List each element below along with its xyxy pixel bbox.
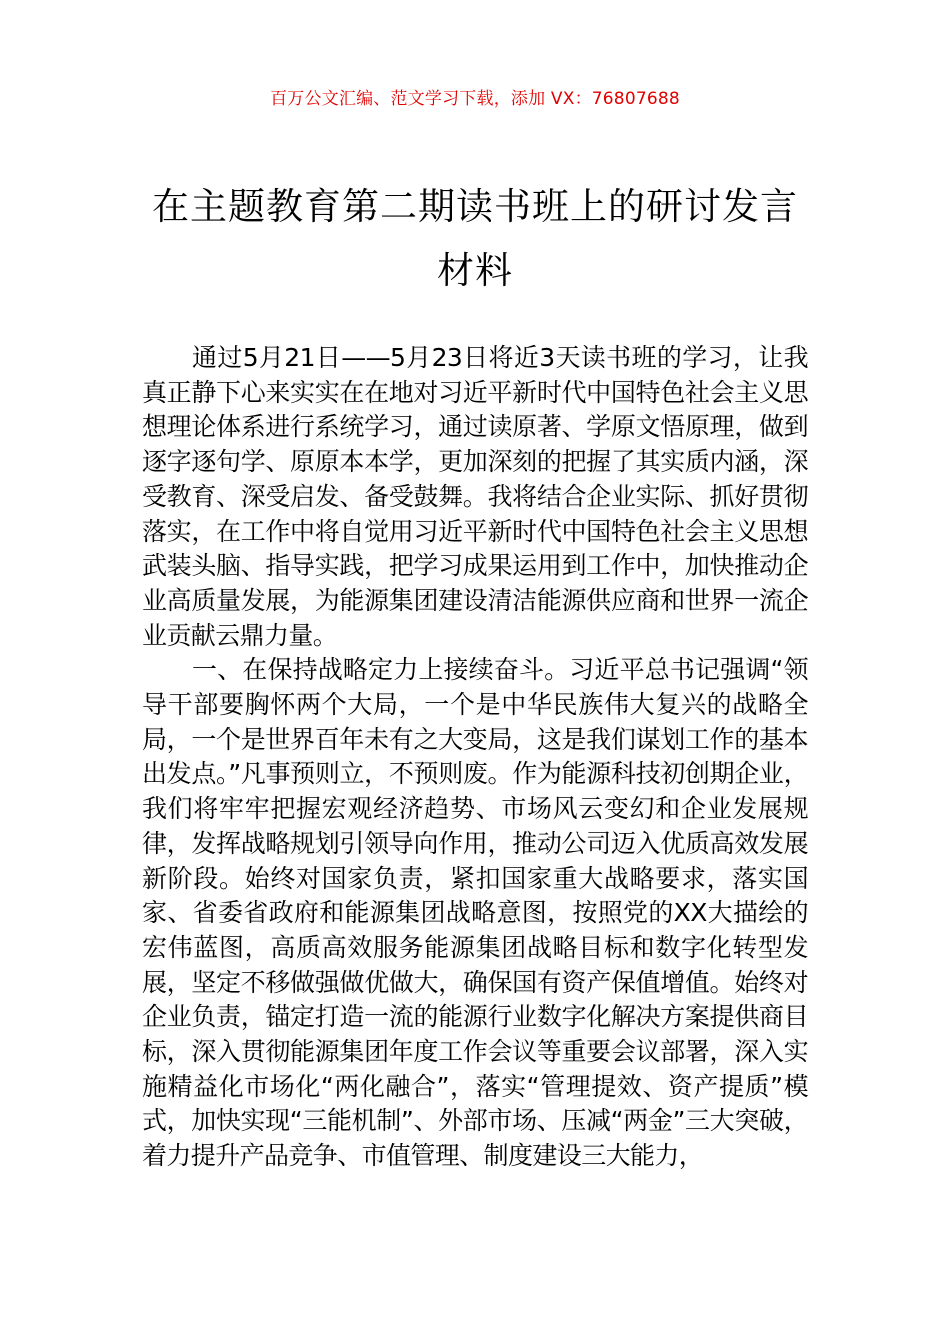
body-paragraph: 通过5月21日——5月23日将近3天读书班的学习，让我真正静下心来实实在在地对习近平新时代中国特色社会主义思想理论体系进行系统学习，通过读原著、学原文悟原理，做到逐字逐句学、原原本本学，更加深刻的把握了其实质内涵，深受教育、深受启发、备受鼓舞。我将结合企业实际、抓好贯彻落实，在工作中将自觉用习近平新时代中国特色社会主义思想武装头脑、指导实践，把学习成果运用到工作中，加快推动企业高质量发展，为能源集团建设清洁能源供应商和世界一流企业贡献云鼎力量。 bbox=[142, 343, 808, 650]
document-body bbox=[142, 341, 808, 1174]
header-watermark: 百万公文汇编、范文学习下载，添加 VX：76807688 bbox=[270, 89, 680, 109]
body-paragraph: 一、在保持战略定力上接续奋斗。习近平总书记强调“领导干部要胸怀两个大局，一个是中华民族伟大复兴的战略全局，一个是世界百年未有之大变局，这是我们谋划工作的基本出发点。”凡事预则立，不预则废。作为能源科技初创期企业，我们将牢牢把握宏观经济趋势、市场风云变幻和企业发展规律，发挥战略规划引领导向作用，推动公司迈入优质高效发展新阶段。始终对国家负责，紧扣国家重大战略要求，落实国家、省委省政府和能源集团战略意图，按照党的XX大描绘的宏伟蓝图，高质高效服务能源集团战略目标和数字化转型发展，坚定不移做强做优做大，确保国有资产保值增值。始终对企业负责，锚定打造一流的能源行业数字化解决方案提供商目标，深入贯彻能源集团年度工作会议等重要会议部署，深入实施精益化市场化“两化融合”，落实“管理提效、资产提质”模式，加快实现“三能机制”、外部市场、压减“两金”三大突破，着力提升产品竞争、市值管理、制度建设三大能力， bbox=[142, 655, 808, 1171]
document-title: 在主题教育第二期读书班上的研讨发言材料 bbox=[152, 185, 798, 292]
